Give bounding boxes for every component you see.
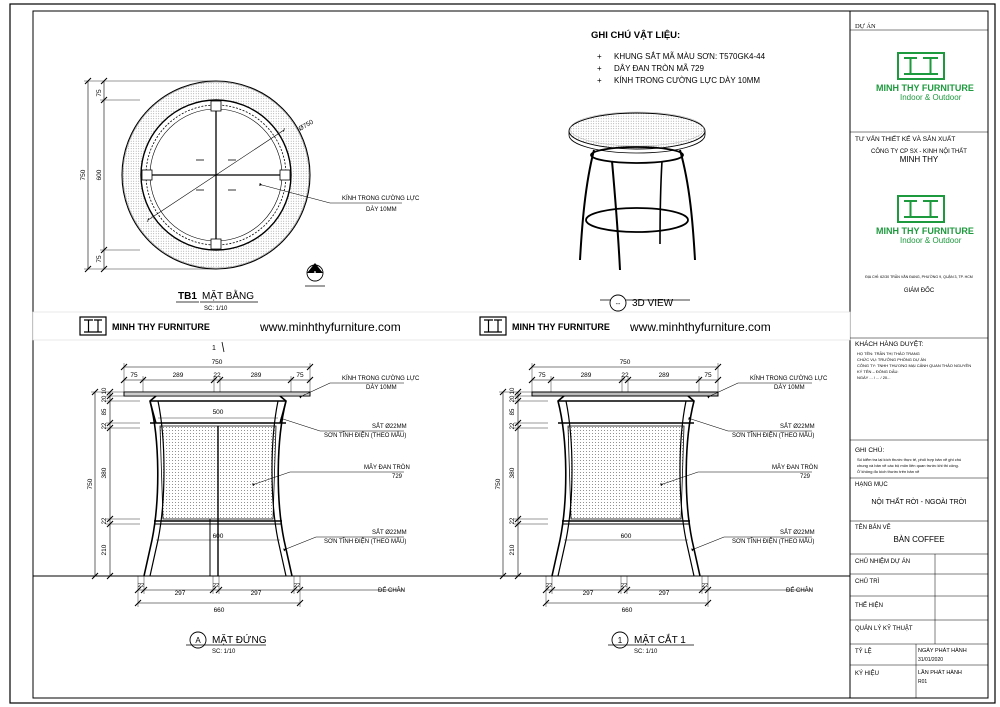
tb-kh-line-5: NGÀY ... / ... / 20... [857,375,891,380]
sect-note-steel-b1: SẮT Ø22MM [780,530,815,536]
sect-top-seg-1: 75 [538,372,546,379]
tb-logo-brand-2: MINH THY FURNITURE [876,226,974,236]
material-note-2: DÂY ĐAN TRÒN MÃ 729 [614,64,704,73]
elev-side-seg-2: 20 [102,395,108,403]
sect-side-seg-7: 210 [509,544,516,556]
tb-company-line: CÔNG TY CP SX - KINH NỘI THẤT [871,149,967,155]
elev-side-seg-6: 22 [102,517,108,525]
sect-bottom-seg-4: 297 [658,590,670,597]
tb-logo-top [876,53,974,102]
view-3d-title: 3D VIEW [632,298,674,309]
elev-side-total: 750 [87,478,94,490]
view-3d [569,112,705,311]
elevation-marker-top: 1 [212,345,216,352]
tb-row-1: CHỦ NHIỆM DỰ ÁN [855,559,911,565]
sect-note-rattan-2: 729 [800,474,811,480]
sect-note-steel-1: SẮT Ø22MM [780,424,815,430]
banner-brand-right: MINH THY FURNITURE [512,322,610,332]
sect-top-seg-4: 289 [658,372,670,379]
material-note-1: KHUNG SẮT MÃ MÀU SƠN: T570GK4-44 [614,52,766,61]
elev-side-seg-5: 380 [101,467,108,479]
tb-giam-doc: GIÁM ĐỐC [903,288,935,294]
plan-glass-note-1: KÍNH TRONG CƯỜNG LỰC [342,196,420,202]
banner-brand-left: MINH THY FURNITURE [112,322,210,332]
sect-inner-600: 600 [620,533,632,540]
sect-bottom-seg-1: 22 [545,583,553,589]
sect-bottom-seg-5: 22 [701,583,709,589]
tb-row-2: CHỦ TRÌ [855,579,880,585]
tb-ten-ban-ve-val: BÀN COFFEE [893,535,945,544]
sect-side-seg-2: 20 [510,395,516,403]
elev-note-foot: ĐẾ CHÂN [378,588,406,594]
tb-ghi-chu-2: chung và bản vẽ các bộ môn liên quan trước khi thi công. [857,463,959,468]
elev-bottom-seg-1: 22 [137,583,145,589]
elev-top-seg-1: 75 [130,372,138,379]
sect-side-seg-6: 22 [510,517,516,525]
sect-bottom-seg-3: 22 [620,583,628,589]
sect-side-seg-4: 22 [510,422,516,430]
elev-note-steel-b1: SẮT Ø22MM [372,530,407,536]
plan-dim-75-bottom: 75 [96,255,103,263]
elev-bottom-seg-4: 297 [250,590,262,597]
tb-logo-brand-1: MINH THY FURNITURE [876,83,974,93]
elevation-scale: SC: 1/10 [212,649,236,655]
material-note-3: KÍNH TRONG CƯỜNG LỰC DÀY 10MM [614,76,761,85]
sect-side-seg-5: 380 [509,467,516,479]
plan-diameter-label: Ø750 [297,118,315,133]
sect-note-glass-2: DÀY 10MM [774,385,805,391]
elev-note-glass-1: KÍNH TRONG CƯỜNG LỰC [342,376,420,382]
tb-ghi-chu: GHI CHÚ: [855,447,885,454]
sect-top-seg-3: 22 [621,372,629,379]
material-note-bullet-3: + [597,76,602,85]
sect-top-total: 750 [619,359,631,366]
material-notes [591,29,766,85]
elev-bottom-seg-2: 297 [174,590,186,597]
elev-top-seg-2: 289 [172,372,184,379]
tb-ty-le: TỶ LỆ [855,649,872,655]
elev-note-rattan-2: 729 [392,474,403,480]
elev-bottom-total: 660 [213,607,225,614]
sect-side-seg-3: 85 [510,408,516,416]
plan-dim-75-top: 75 [96,89,103,97]
tb-ky-hieu: KÝ HIỆU [855,671,880,677]
sect-bottom-total: 660 [621,607,633,614]
tb-logo-sub-1: Indoor & Outdoor [900,93,962,102]
tb-ngay-phat-hanh: NGÀY PHÁT HÀNH [918,648,967,654]
tb-ghi-chu-3: Ở không đo kích thước trên bản vẽ [857,469,920,474]
plan-dim-750: 750 [80,169,87,181]
tb-khach-hang: KHÁCH HÀNG DUYỆT: [855,341,924,348]
elev-bottom-seg-3: 22 [212,583,220,589]
tb-ngay-val: 31/01/2020 [918,657,944,663]
plan-view-scale: SC: 1/10 [204,306,228,312]
tb-kh-line-1: HỌ TÊN: TRẦN THỊ THẢO TRANG [857,351,920,356]
plan-view [80,78,420,312]
plan-view-title: MẶT BẰNG [202,291,255,302]
material-notes-title: GHI CHÚ VẬT LIỆU: [591,30,681,41]
tb-kh-line-2: CHỨC VỤ: TRƯỞNG PHÒNG DỰ ÁN [857,357,926,362]
tb-ghi-chu-1: Số kiểm tra lại kích thước thực tế, phối hợp bản vẽ ghi chú [857,457,962,462]
banner-url-left[interactable]: www.minhthyfurniture.com [260,320,401,334]
tb-lan-val: R01 [918,679,928,685]
tb-ten-ban-ve: TÊN BẢN VẼ [855,525,891,531]
elevation-view [87,342,420,655]
elev-note-steel-b2: SƠN TĨNH ĐIỆN (THEO MẪU) [324,539,407,545]
sect-bottom-seg-2: 297 [582,590,594,597]
sect-top-seg-2: 289 [580,372,592,379]
elev-top-total: 750 [211,359,223,366]
watermark-banner [33,312,850,340]
sect-note-rattan-1: MÂY ĐAN TRÒN [772,465,818,471]
tb-address: ĐỊA CHỈ: 62/30 TRẦN VĂN ĐANG, PHƯỜNG 9, QUẬN 3, TP. HCM [865,275,973,279]
tb-kh-line-4: KÝ TÊN – ĐÓNG DẤU: [857,369,899,374]
tb-hang-muc-val: NỘI THẤT RỜI - NGOÀI TRỜI [871,499,967,506]
elev-note-glass-2: DÀY 10MM [366,385,397,391]
plan-dim-600: 600 [96,169,103,181]
elev-top-seg-5: 75 [296,372,304,379]
tb-logo-sub-2: Indoor & Outdoor [900,236,962,245]
sect-side-total: 750 [495,478,502,490]
elev-side-seg-1: 10 [102,387,108,395]
sect-note-steel-b2: SƠN TĨNH ĐIỆN (THEO MẪU) [732,539,815,545]
sect-top-seg-5: 75 [704,372,712,379]
plan-view-tag: TB1 [178,291,197,302]
plan-glass-note-2: DÀY 10MM [366,207,397,213]
elev-note-steel-1: SẮT Ø22MM [372,424,407,430]
elev-side-seg-4: 22 [102,422,108,430]
elev-side-seg-7: 210 [101,544,108,556]
section-scale: SC: 1/10 [634,649,658,655]
tb-lan-phat-hanh: LẦN PHÁT HÀNH [918,670,962,676]
sect-note-glass-1: KÍNH TRONG CƯỜNG LỰC [750,376,828,382]
elevation-title: MẶT ĐỨNG [212,635,267,646]
elev-inner-500: 500 [212,409,224,416]
section-marker-label: A [312,271,318,278]
tb-du-an: DỰ ÁN [855,23,876,30]
section-view [495,359,828,655]
elev-note-steel-2: SƠN TĨNH ĐIỆN (THEO MẪU) [324,433,407,439]
view-3d-tag: -- [615,301,621,308]
material-note-bullet-2: + [597,64,602,73]
tb-kh-line-3: CÔNG TY: TNHH THƯƠNG MẠI CẢNH QUAN THẢO NGUYÊN [857,363,972,368]
section-title: MẶT CẮT 1 [634,635,686,646]
elev-side-seg-3: 85 [102,408,108,416]
elevation-tag: A [195,636,201,645]
elev-top-seg-3: 22 [213,372,221,379]
sect-note-steel-2: SƠN TĨNH ĐIỆN (THEO MẪU) [732,433,815,439]
elev-note-rattan-1: MÂY ĐAN TRÒN [364,465,410,471]
elev-bottom-seg-5: 22 [293,583,301,589]
banner-url-right[interactable]: www.minhthyfurniture.com [630,320,771,334]
elev-inner-600: 600 [212,533,224,540]
tb-row-4: QUẢN LÝ KỸ THUẬT [855,626,913,632]
sect-note-foot: ĐẾ CHÂN [786,588,814,594]
tb-tu-van: TƯ VẤN THIẾT KẾ VÀ SẢN XUẤT [855,136,956,143]
tb-row-3: THỂ HIỆN [855,603,884,609]
tb-logo-bottom [876,196,974,245]
material-note-bullet-1: + [597,52,602,61]
section-tag: 1 [617,636,623,645]
title-block [850,22,988,698]
elev-top-seg-4: 289 [250,372,262,379]
tb-hang-muc: HẠNG MỤC [855,482,888,488]
tb-company-name: MINH THY [899,155,939,164]
sect-side-seg-1: 10 [510,387,516,395]
